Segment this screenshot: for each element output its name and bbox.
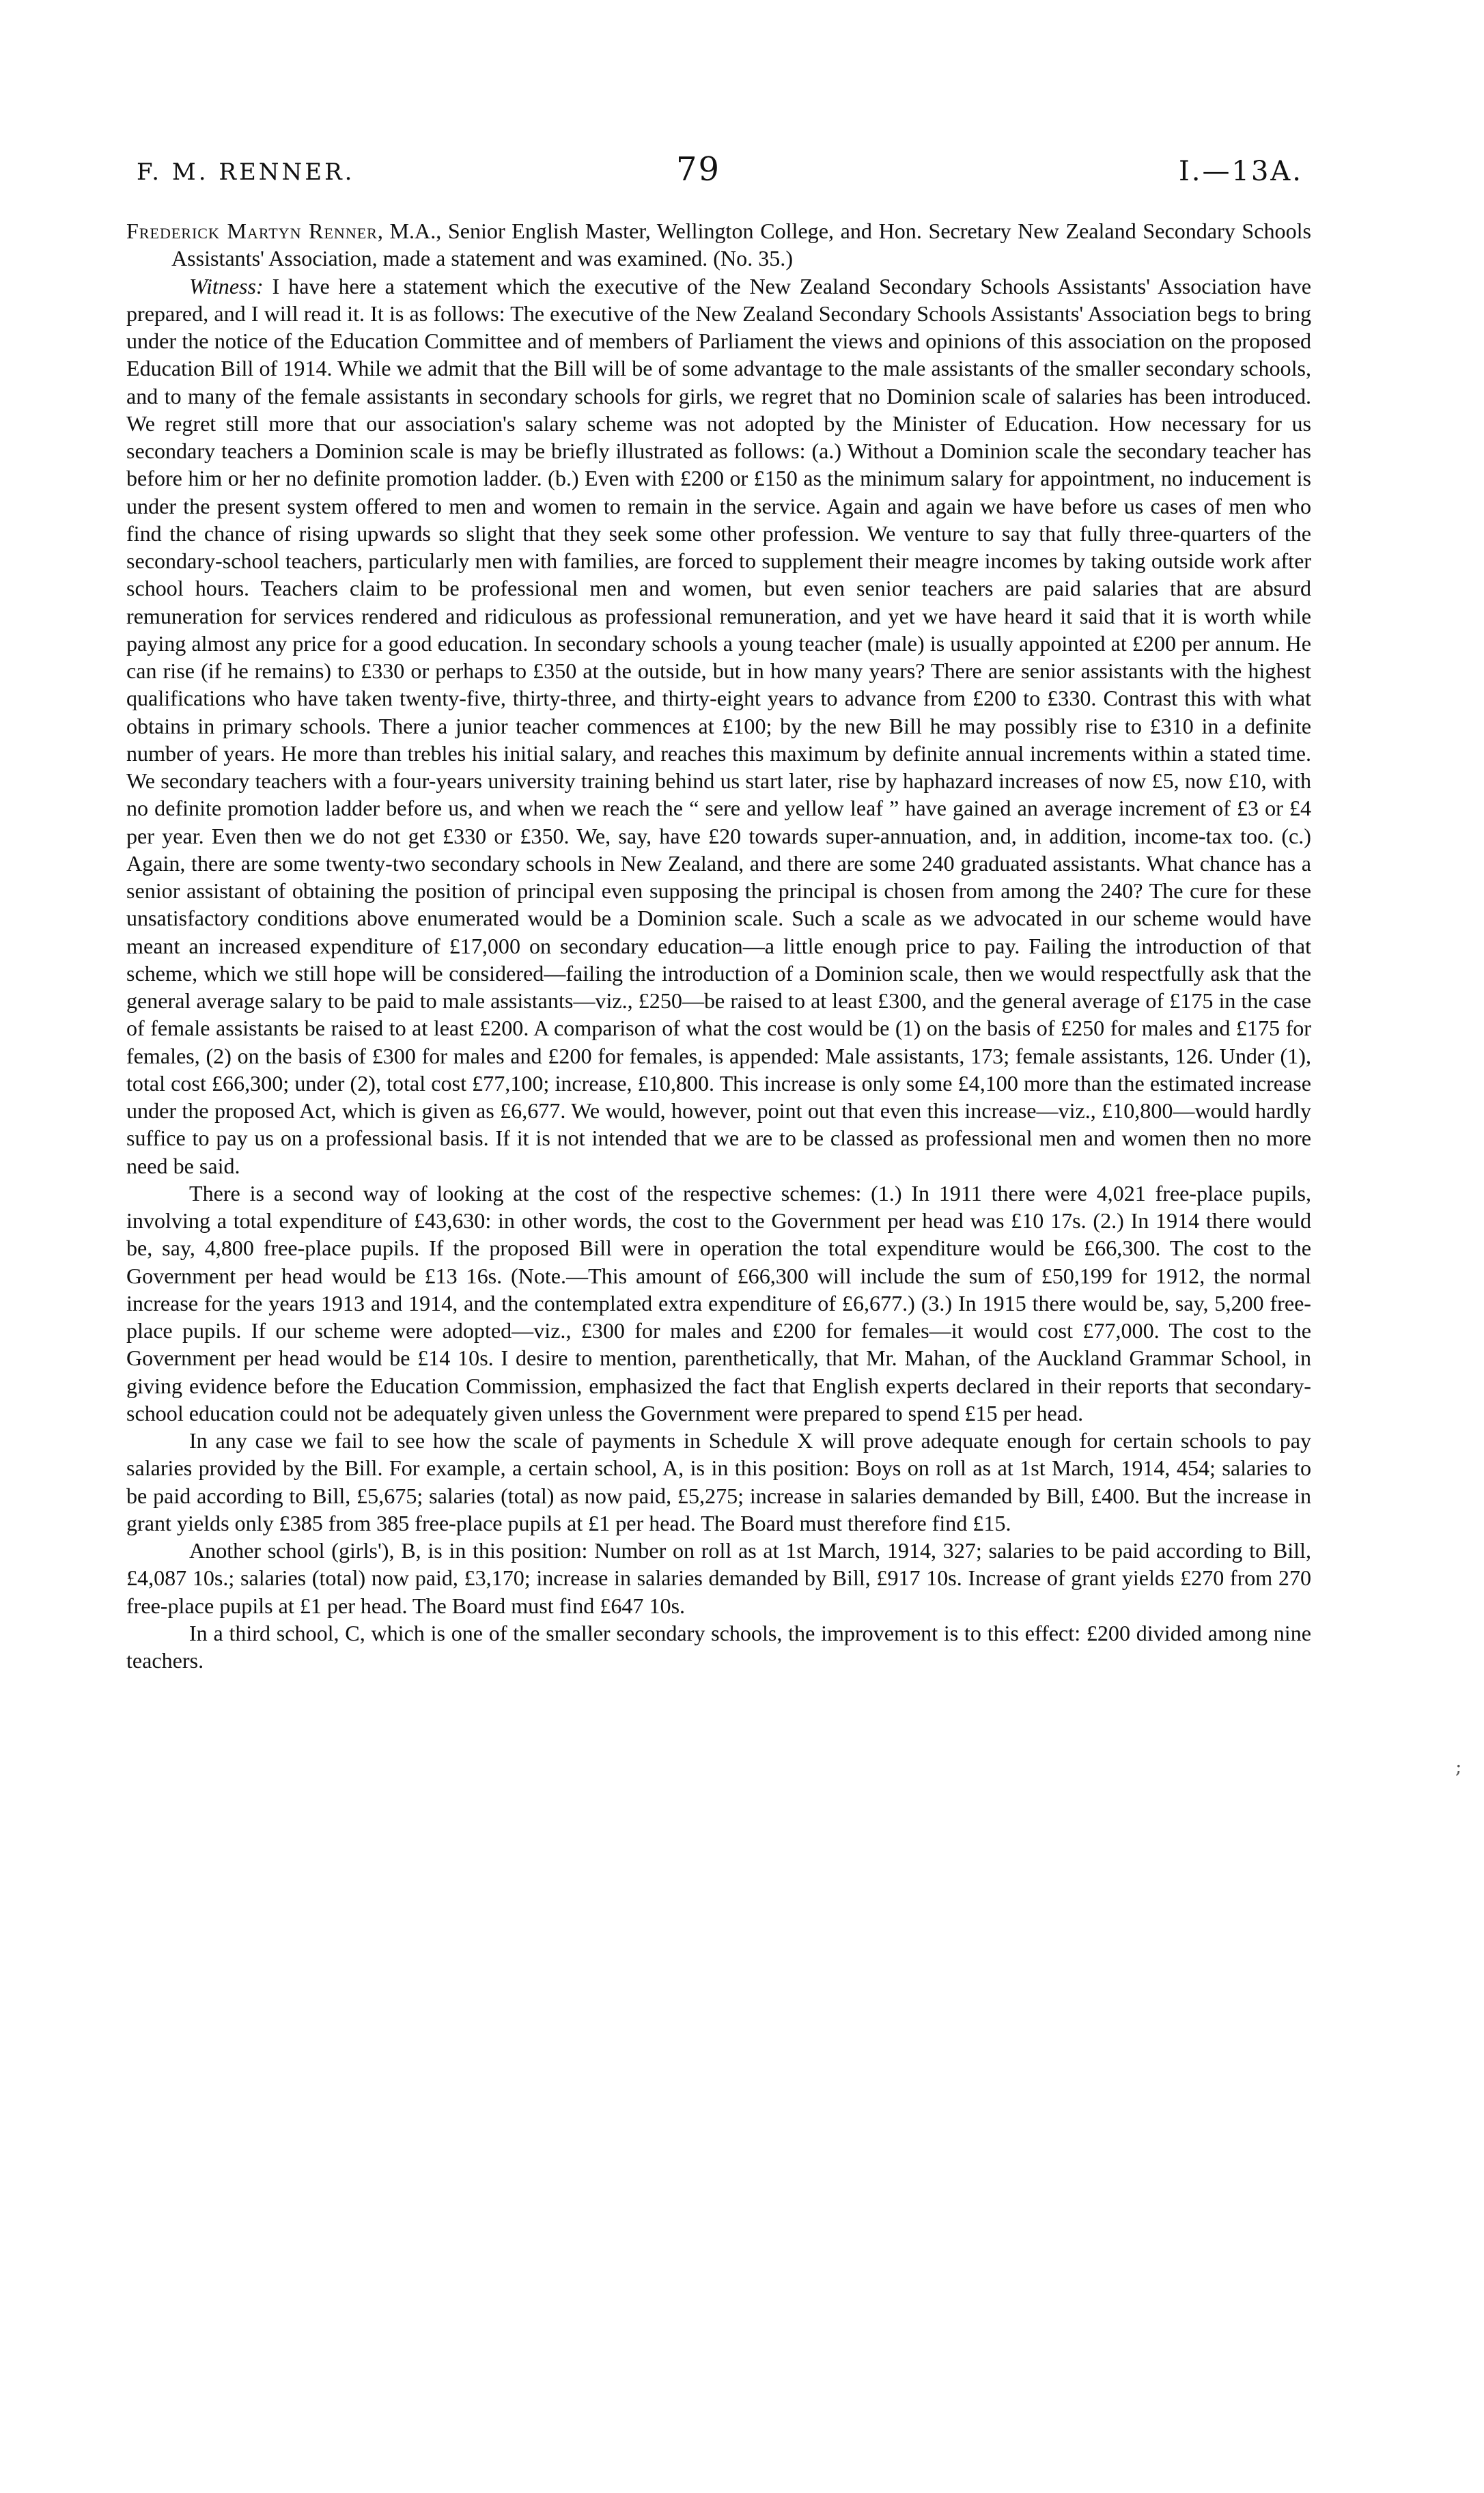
paragraph: [126, 273, 1311, 1180]
document-reference: I.—13A.: [1178, 156, 1303, 187]
running-header-left: F. M. RENNER.: [137, 158, 355, 186]
paragraph-text: I have here a statement which the executive of the New Zealand Secondary Schools Assistants' Association have prepared, and I will read it. It is as follows: The executive of the New Zealand Secondary Schools Assistants' Association begs to bring under the notice of the Education Committee and of members of Parliament the views and opinions of this association on the proposed Education Bill of 1914. While we admit that the Bill will be of some advantage to the male assistants of the smaller secondary schools, and to many of the female assistants in secondary schools for girls, we regret that no Dominion scale of salaries has been introduced. We regret still more that our association's salary scheme was not adopted by the Minister of Education. How necessary for us secondary teachers a Dominion scale is may be briefly illustrated as follows: (a.) Without a Dominion scale the secondary teacher has before him or her no definite promotion ladder. (b.) Even with £200 or £150 as the minimum salary for appointment, no inducement is under the present system offered to men and women to remain in the service. Again and again we have before us cases of men who find the chance of rising upwards so slight that they seek some other profession. We venture to say that fully three-quarters of the secondary-school teachers, particularly men with families, are forced to supplement their meagre incomes by taking outside work after school hours. Teachers claim to be professional men and women, but even senior teachers are paid salaries that are absurd remuneration for services rendered and ridiculous as professional remuneration, and yet we have heard it said that it is worth while paying almost any price for a good education. In secondary schools a young teacher (male) is usually appointed at £200 per annum. He can rise (if he remains) to £330 or perhaps to £350 at the outside, but in how many years? There are senior assistants with the highest qualifications who have taken twenty-five, thirty-three, and thirty-eight years to advance from £200 to £330. Contrast this with what obtains in primary schools. There a junior teacher commences at £100; by the new Bill he may possibly rise to £310 in a definite number of years. He more than trebles his initial salary, and reaches this maximum by definite annual increments within a stated time. We secondary teachers with a four-years university training behind us start later, rise by haphazard increases of now £5, now £10, with no definite promotion ladder before us, and when we reach the “ sere and yellow leaf ” have gained an average increment of £3 or £4 per year. Even then we do not get £330 or £350. We, say, have £20 towards super-annuation, and, in addition, income-tax too. (c.) Again, there are some twenty-two secondary schools in New Zealand, and there are some 240 graduated assistants. What chance has a senior assistant of obtaining the position of principal even supposing the principal is chosen from among the 240? The cure for these unsatisfactory conditions above enumerated would be a Dominion scale. Such a scale as we advocated in our scheme would have meant an increased expenditure of £17,000 on secondary education—a little enough price to pay. Failing the introduction of that scheme, which we still hope will be considered—failing the introduction of a Dominion scale, then we would respectfully ask that the general average salary to be paid to male assistants—viz., £250—be raised to at least £300, and the general average of £175 in the case of female assistants be raised to at least £200. A comparison of what the cost would be (1) on the basis of £250 for males and £175 for females, (2) on the basis of £300 for males and £200 for females, is appended: Male assistants, 173; female assistants, 126. Under (1), total cost £66,300; under (2), total cost £77,100; increase, £10,800. This increase is only some £4,100 more than the estimated increase under the proposed Act, which is given as £6,677. We would, however, point out that even this increase—viz., £10,800—would hardly suffice to pay us on a professional basis. If it is not intended that we are to be classed as professional men and women then no more need be said.: [126, 273, 1311, 1178]
margin-mark: ;: [1455, 1755, 1462, 1778]
witness-description: , M.A., Senior English Master, Wellington College, and Hon. Secretary New Zealand Secondary Schools Assistants' Association, made a statement and was examined. (No. 35.): [171, 219, 1312, 271]
paragraph: In any case we fail to see how the scale of payments in Schedule X will prove adequate enough for certain schools to pay salaries provided by the Bill. For example, a certain school, A, is in this position: Boys on roll as at 1st March, 1914, 454; salaries to be paid according to Bill, £5,675; salaries (total) as now paid, £5,275; increase in salaries demanded by Bill, £400. But the increase in grant yields only £385 from 385 free-place pupils at £1 per head. The Board must therefore find £15.: [126, 1428, 1311, 1535]
page-number: 79: [676, 150, 721, 189]
paragraph: Another school (girls'), B, is in this position: Number on roll as at 1st March, 1914, 327; salaries to be paid according to Bill, £4,087 10s.; salaries (total) now paid, £3,170; increase in salaries demanded by Bill, £917 10s. Increase of grant yields £270 from 270 free-place pupils at £1 per head. The Board must find £647 10s.: [126, 1538, 1311, 1618]
witness-label: Witness:: [189, 273, 264, 298]
document-body: [126, 217, 1311, 1674]
paragraph: There is a second way of looking at the cost of the respective schemes: (1.) In 1911 there were 4,021 free-place pupils, involving a total expenditure of £43,630: in other words, the cost to the Government per head was £10 17s. (2.) In 1914 there would be, say, 4,800 free-place pupils. If the proposed Bill were in operation the total expenditure would be £66,300. The cost to the Government per head would be £13 16s. (Note.—This amount of £66,300 will include the sum of £50,199 for 1912, the normal increase for the years 1913 and 1914, and the contemplated extra expenditure of £6,677.) (3.) In 1915 there would be, say, 5,200 free-place pupils. If our scheme were adopted—viz., £300 for males and £200 for females—it would cost £77,000. The cost to the Government per head would be £14 10s. I desire to mention, parenthetically, that Mr. Mahan, of the Auckland Grammar School, in giving evidence before the Education Commission, emphasized the fact that English experts declared in their reports that secondary-school education could not be adequately given unless the Government were prepared to spend £15 per head.: [126, 1180, 1311, 1425]
witness-name: Frederick Martyn Renner: [126, 219, 378, 243]
paragraph: In a third school, C, which is one of the smaller secondary schools, the improvement is to this effect: £200 divided among nine teachers.: [126, 1620, 1311, 1673]
witness-introduction: [126, 217, 1311, 273]
